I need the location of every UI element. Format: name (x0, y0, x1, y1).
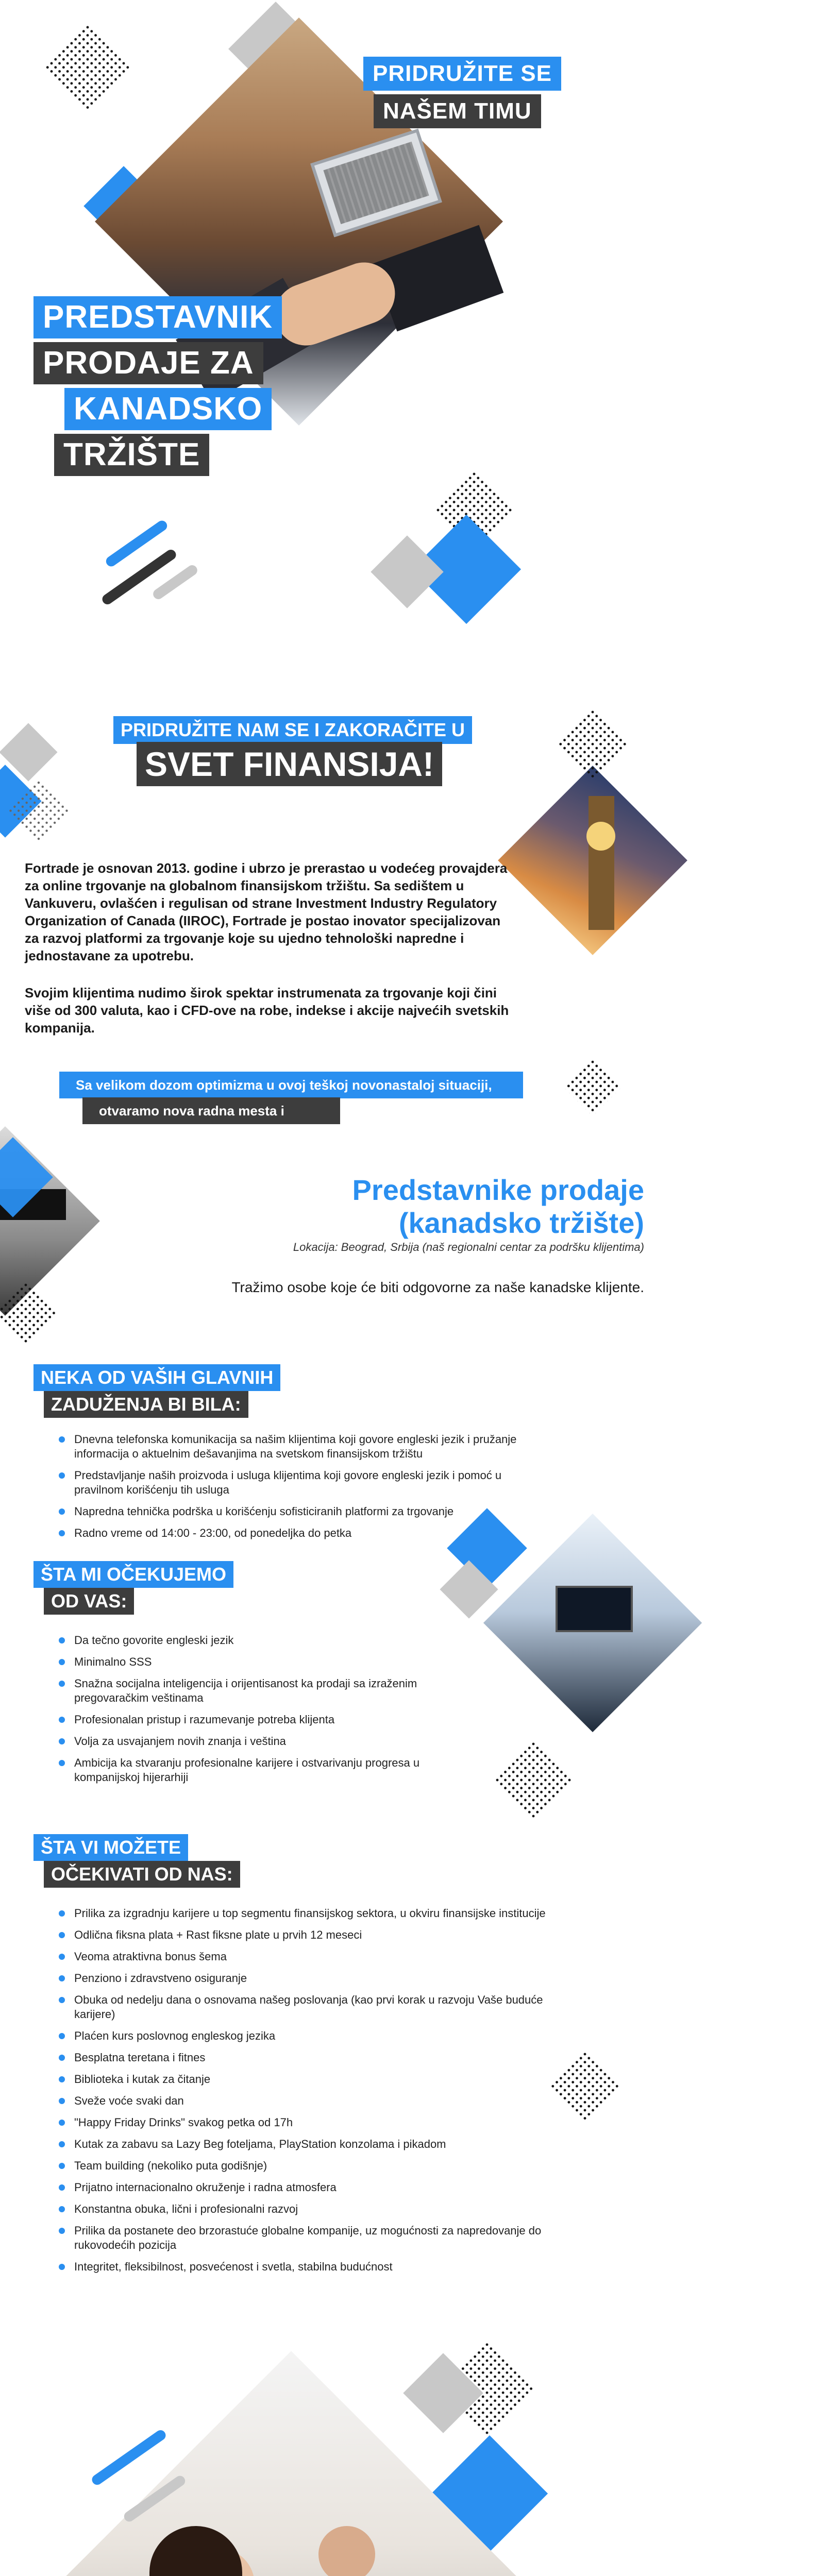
intro-paragraph-1: Fortrade je osnovan 2013. godine i ubrzo je prerastao u vodećeg provajdera za online trgovanje na globalnom finansijskom tržištu. Sa sedištem u Vankuveru, ovlašćen i regulisan od strane Investment Industry Regulatory Organization of Canada (IIROC), Fortrade je postao inovator specijalizovan za razvoj platformi za trgovanje koje su ujedno tehnološki napredne i jednostavane za upotrebu. (25, 860, 508, 963)
big-ben-photo (498, 766, 687, 955)
position-title-line1: Predstavnike prodaje (352, 1174, 644, 1206)
intro-headline: SVET FINANSIJA! (137, 742, 442, 786)
position-lead: Tražimo osobe koje će biti odgovorne za naše kanadske klijente. (231, 1279, 644, 1295)
list-item: Ambicija ka stvaranju profesionalne karijere i ostvarivanju progresa u kompanijskoj hijerarhiji (57, 1756, 448, 1785)
expect-list (57, 1633, 448, 1792)
hiring-ribbon: otvaramo nova radna mesta i tražimo: (82, 1097, 340, 1124)
join-tag-line1: PRIDRUŽITE SE (363, 57, 561, 91)
list-item: Besplatna teretana i fitnes (57, 2050, 572, 2065)
list-item: Prilika da postanete deo brzorastuće globalne kompanije, uz mogućnosti za napredovanje do rukovodećih pozicija (57, 2224, 572, 2252)
list-item: Team building (nekoliko puta godišnje) (57, 2159, 572, 2173)
list-item: Snažna socijalna inteligencija i orijentisanost ka prodaji sa izraženim pregovaračkim veštinama (57, 1676, 448, 1705)
hero-title-line1: PREDSTAVNIK (33, 296, 282, 338)
list-item: "Happy Friday Drinks" svakog petka od 17h (57, 2115, 572, 2130)
hero-section (0, 0, 618, 659)
list-item: Plaćen kurs poslovnog engleskog jezika (57, 2029, 572, 2043)
expect-heading-line1: ŠTA MI OČEKUJEMO (33, 1561, 233, 1588)
list-item: Prilika za izgradnju karijere u top segmentu finansijskog sektora, u okviru finansijske institucije (57, 1906, 572, 1921)
list-item: Sveže voće svaki dan (57, 2094, 572, 2108)
position-location: Lokacija: Beograd, Srbija (naš regionalni centar za podršku klijentima) (293, 1241, 644, 1253)
list-item: Dnevna telefonska komunikacija sa našim klijentima koji govore engleski jezik i pružanje informacija o aktuelnim dešavanjima na svetskom finansijskom tržištu (57, 1432, 551, 1461)
duties-heading-line1: NEKA OD VAŠIH GLAVNIH (33, 1364, 280, 1391)
gray-diamond-decoration (371, 535, 443, 608)
join-tag-line2: NAŠEM TIMU (374, 94, 541, 128)
position-title-line2: (kanadsko tržište) (398, 1207, 644, 1239)
offer-heading-line2: OČEKIVATI OD NAS: (44, 1861, 240, 1888)
list-item: Kutak za zabavu sa Lazy Beg foteljama, PlayStation konzolama i pikadom (57, 2137, 572, 2151)
intro-kicker: PRIDRUŽITE NAM SE I ZAKORAČITE U (113, 716, 472, 744)
list-item: Obuka od nedelju dana o osnovama našeg poslovanja (kao prvi korak u razvoju Vaše buduće karijere) (57, 1993, 572, 2022)
laptop-chart-photo (483, 1514, 702, 1732)
list-item: Penziono i zdravstveno osiguranje (57, 1971, 572, 1986)
duties-heading-line2: ZADUŽENJA BI BILA: (44, 1391, 248, 1418)
list-item: Radno vreme od 14:00 - 23:00, od ponedeljka do petka (57, 1526, 551, 1540)
hero-title-line4: TRŽIŠTE (54, 434, 209, 476)
list-item: Konstantna obuka, lični i profesionalni razvoj (57, 2202, 572, 2216)
list-item: Veoma atraktivna bonus šema (57, 1950, 572, 1964)
hero-title-line3: KANADSKO (64, 388, 272, 430)
intro-paragraph-2: Svojim klijentima nudimo širok spektar instrumenata za trgovanje koji čini više od 300 valuta, kao i CFD-ove na robe, indekse i akcije najvećih svetskih kompanija. (25, 985, 509, 1036)
expect-heading (33, 1561, 233, 1615)
hero-title-line2: PRODAJE ZA (33, 342, 263, 384)
optimism-ribbon: Sa velikom dozom optimizma u ovoj teškoj novonastaloj situaciji, (59, 1072, 523, 1098)
dot-pattern-decoration (563, 1058, 621, 1116)
list-item: Volja za usvajanjem novih znanja i veština (57, 1734, 448, 1749)
list-item: Napredna tehnička podrška u korišćenju sofisticiranih platformi za trgovanje (57, 1504, 551, 1519)
offer-list (57, 1906, 572, 2281)
list-item: Profesionalan pristup i razumevanje potreba klijenta (57, 1713, 448, 1727)
offer-heading (33, 1834, 240, 1888)
list-item: Minimalno SSS (57, 1655, 448, 1669)
offer-heading-line1: ŠTA VI MOŽETE (33, 1834, 188, 1861)
list-item: Integritet, fleksibilnost, posvećenost i svetla, stabilna budućnost (57, 2260, 572, 2274)
duties-heading (33, 1364, 280, 1418)
expect-heading-line2: OD VAS: (44, 1588, 134, 1615)
list-item: Da tečno govorite engleski jezik (57, 1633, 448, 1648)
list-item: Prijatno internacionalno okruženje i radna atmosfera (57, 2180, 572, 2195)
list-item: Predstavljanje naših proizvoda i usluga klijentima koji govore engleski jezik i pomoć u pravilnom korišćenju tih usluga (57, 1468, 551, 1497)
dot-pattern-decoration (493, 1740, 574, 1820)
list-item: Odlična fiksna plata + Rast fiksne plate u prvih 12 meseci (57, 1928, 572, 1942)
list-item: Biblioteka i kutak za čitanje (57, 2072, 572, 2087)
